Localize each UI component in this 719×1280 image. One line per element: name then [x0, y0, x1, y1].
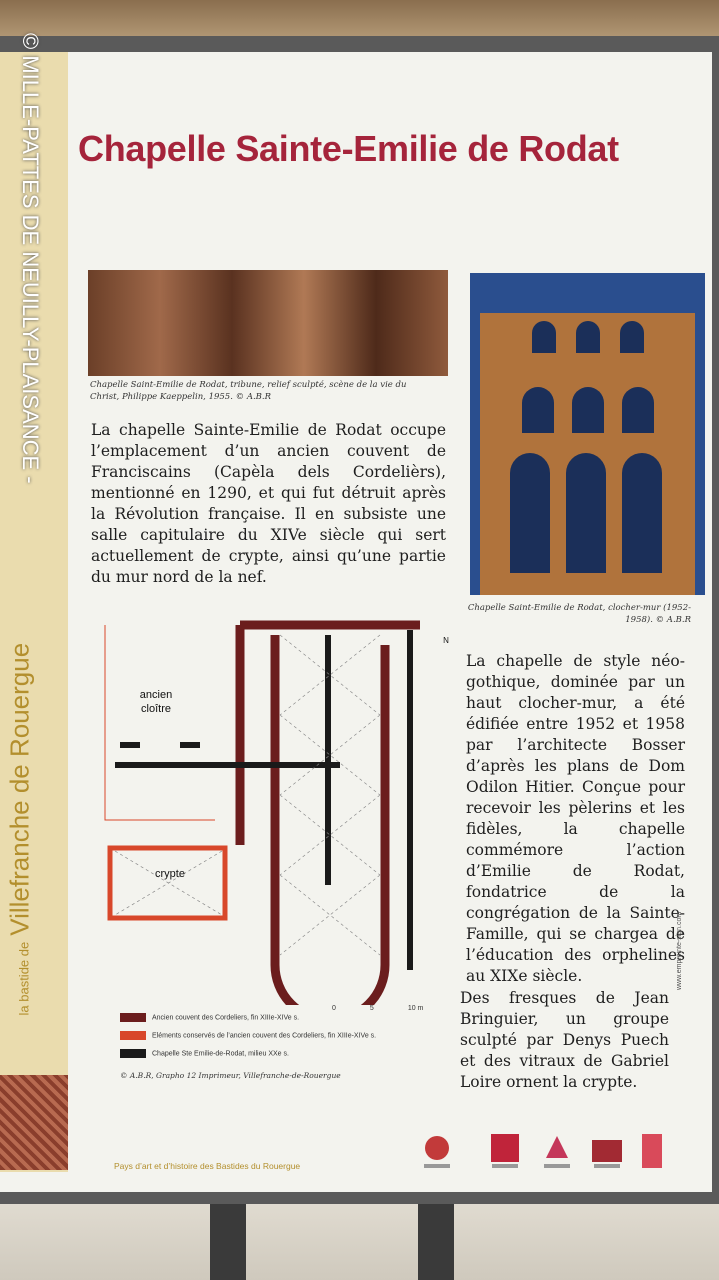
- aerial-photo: [0, 1075, 68, 1170]
- floor-plan: [100, 615, 440, 1005]
- logo-icon: [420, 1132, 454, 1172]
- style-paragraph: La chapelle de style néo-gothique, dominée par un haut clocher-mur, a été édifiée entre 1952 et 1958 par l’architecte Bosser d’après les plans de Dom Odilon Hitier. Conçue pour recevoir les pèlerins et les fidèles, la chapelle commémore l’action d’Emilie de Rodat, fondatrice de la congrégation de la Sainte-Famille, qui se chargea de l’éducation des orphelines au XIXe siècle.: [466, 652, 685, 985]
- website: www.empreinte-sign.com: [676, 911, 683, 990]
- sidebar-title: la bastide deVillefranche de Rouergue: [4, 642, 35, 1016]
- scale-bar: 0 5 10 m: [332, 1005, 424, 1012]
- background-floor: [0, 1195, 719, 1280]
- sign-post-right: [418, 1200, 454, 1280]
- frescoes-paragraph: Des fresques de Jean Bringuier, un groupe sculpté par Denys Puech et des vitraux de Gabriel Loire ornent la crypte.: [460, 989, 669, 1091]
- legend-item: Ancien couvent des Cordeliers, fin XIIIe-XIVe s.: [120, 1013, 299, 1022]
- logo-icon: [540, 1132, 574, 1172]
- logo-icon: [590, 1132, 624, 1172]
- background-wall: [0, 0, 719, 40]
- legend-item: Eléments conservés de l’ancien couvent des Cordeliers, fin XIIIe-XIVe s.: [120, 1031, 376, 1040]
- legend-item: Chapelle Ste Emilie-de-Rodat, milieu XXe s.: [120, 1049, 289, 1058]
- tower-caption: Chapelle Saint-Emilie de Rodat, clocher-mur (1952-1958). © A.B.R: [467, 603, 691, 625]
- relief-caption: Chapelle Saint-Emilie de Rodat, tribune, relief sculpté, scène de la vie du Christ, Philippe Kaeppelin, 1955. © A.B.R: [90, 380, 407, 402]
- page-title: Chapelle Sainte-Emilie de Rodat: [78, 128, 619, 169]
- credit: © A.B.R, Grapho 12 Imprimeur, Villefranche-de-Rouergue: [120, 1071, 341, 1080]
- sign-post-left: [210, 1200, 246, 1280]
- watermark: © MILLE-PATTES DE NEUILLY-PLAISANCE -: [18, 33, 43, 484]
- north-arrow-label: N: [443, 636, 449, 645]
- intro-paragraph: La chapelle Sainte-Emilie de Rodat occupe l’emplacement d’un ancien couvent de Franciscains (Capèla dels Cordelièrs), mentionné en 1290, et qui fut détruit après la Révolution française. Il en subsiste une salle capitulaire du XIVe siècle qui sert actuellement de crypte, ainsi qu’une partie du mur nord de la nef.: [91, 421, 446, 586]
- logo-icon: [640, 1132, 674, 1172]
- plan-label-cloister: ancien cloître: [139, 689, 173, 715]
- footer: Pays d’art et d’histoire des Bastides du Rouergue: [114, 1161, 301, 1171]
- relief-photo: [88, 270, 448, 376]
- plan-label-crypt: crypte: [155, 868, 185, 880]
- logo-icon: [488, 1132, 522, 1172]
- bell-tower-photo: [470, 273, 705, 595]
